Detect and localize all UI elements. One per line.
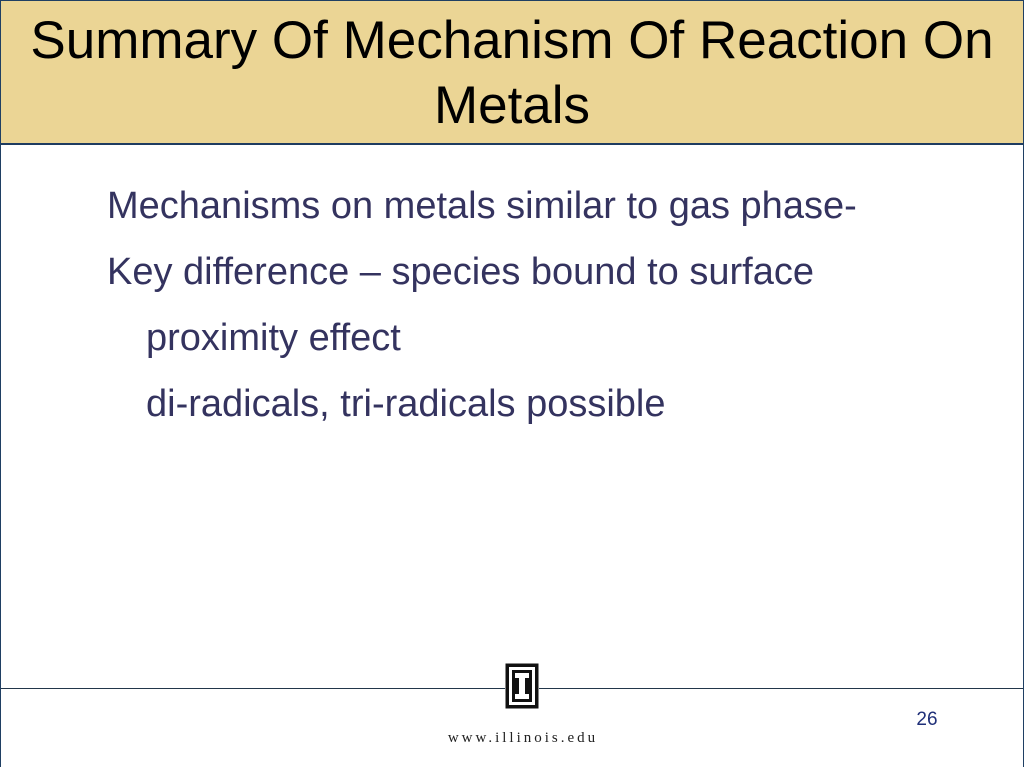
bullet-item: Mechanisms on metals similar to gas phase-	[107, 185, 857, 227]
website-link-text: www.illinois.edu	[447, 730, 599, 746]
title-band	[1, 1, 1023, 145]
slide-content	[107, 179, 977, 431]
bullet-item: Key difference – species bound to surface	[107, 251, 814, 293]
slide-title: Summary Of Mechanism Of Reaction On Metals	[30, 11, 994, 135]
slide-number: 26	[916, 709, 938, 730]
sub-bullet-item: di-radicals, tri-radicals possible	[146, 383, 666, 425]
sub-bullet-item: proximity effect	[146, 317, 401, 359]
illinois-block-i-icon	[505, 663, 539, 709]
